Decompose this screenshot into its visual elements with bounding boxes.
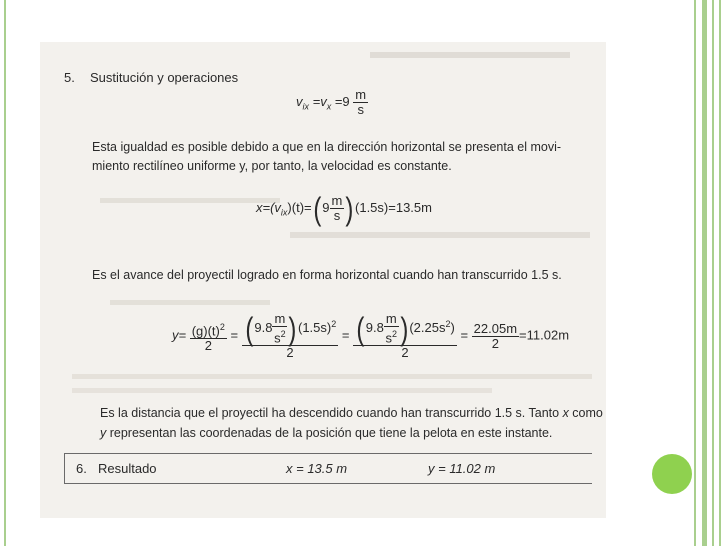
bleed-through-mark xyxy=(72,388,492,393)
bleed-through-mark xyxy=(110,300,270,305)
section-heading: Resultado xyxy=(98,461,157,476)
right-accent-line-3 xyxy=(712,0,714,546)
equation-vertical-distance: y= $\frac{(g)(t)^2}{2}$ = (9.8 $\frac{m}{s^2}$ )$(1.5s)^2$ 2 = (9.8 $\frac{m}{s^2}$ )$(2.25s^2)$ 2 = $\frac{22.05m}{2}$ =11.02m xyxy=(172,310,570,361)
section-divider xyxy=(64,453,592,454)
paragraph-line: Esta igualdad es posible debido a que en la dirección horizontal se presenta el movi- xyxy=(92,140,562,154)
paragraph-line: y representan las coordenadas de la posición que tiene la pelota en este instante. xyxy=(100,426,553,440)
section-divider xyxy=(64,483,592,484)
paragraph-line: Es la distancia que el proyectil ha descendido cuando han transcurrido 1.5 s. Tanto x como xyxy=(100,406,603,420)
result-y: y = 11.02 m xyxy=(428,461,496,476)
equation-horizontal-velocity: $v_{ix} =v_x =9$ $\frac{m}{s}$ xyxy=(296,87,367,117)
bleed-through-mark xyxy=(370,52,570,58)
result-x: x = 13.5 m xyxy=(286,461,348,476)
equation-horizontal-distance: $x=(v_{ix})(t)=(9$ $\frac{m}{s}$ )(1.5s)=13.5m xyxy=(256,190,432,227)
paragraph-line: miento rectilíneo uniforme y, por tanto, la velocidad es constante. xyxy=(92,159,452,173)
bleed-through-mark xyxy=(290,232,590,238)
table-left-border xyxy=(64,453,65,484)
section-number: 5. xyxy=(64,70,75,85)
right-accent-line-4 xyxy=(719,0,721,546)
section-heading: Sustitución y operaciones xyxy=(90,70,239,85)
section-number: 6. xyxy=(76,461,87,476)
decorative-dot xyxy=(652,454,692,494)
bleed-through-mark xyxy=(72,374,592,379)
left-accent-line xyxy=(4,0,6,546)
right-accent-line-2 xyxy=(702,0,707,546)
right-accent-line-1 xyxy=(694,0,696,546)
bleed-through-mark xyxy=(100,198,280,203)
paragraph-line: Es el avance del proyectil logrado en forma horizontal cuando han transcurrido 1.5 s. xyxy=(92,268,562,282)
